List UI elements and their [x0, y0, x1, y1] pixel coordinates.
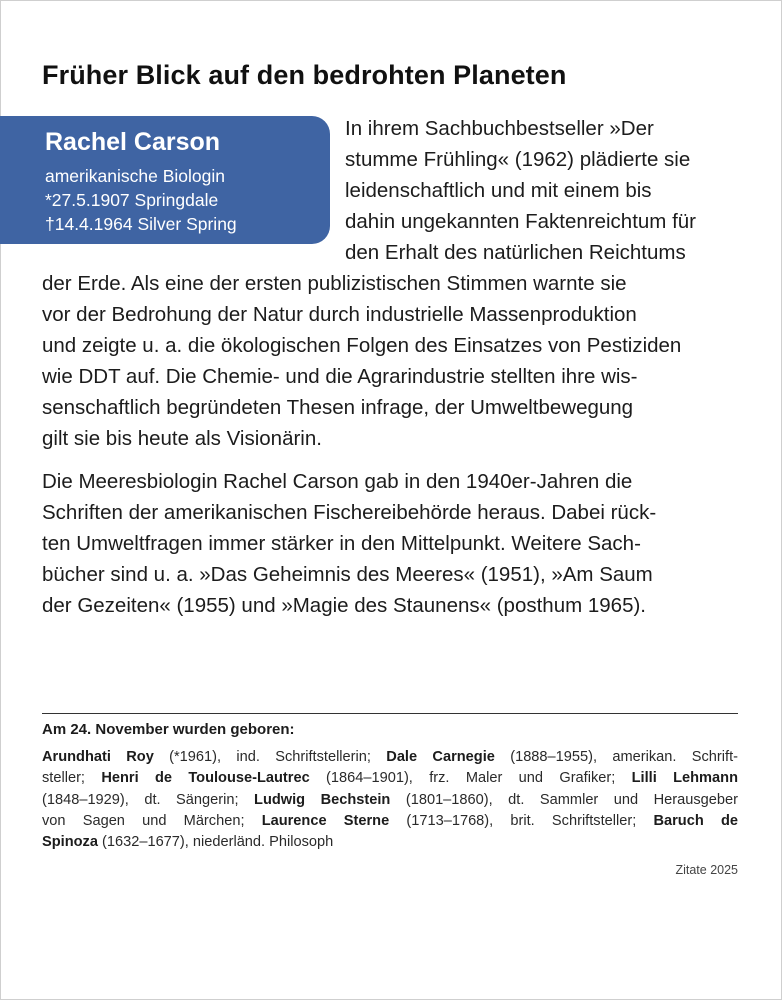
- profile-born: *27.5.1907 Springdale: [45, 190, 219, 210]
- person-name: Dale Carnegie: [386, 749, 495, 765]
- text-line: dahin ungekannten Faktenreichtum für: [345, 210, 697, 233]
- births-line-text: [42, 747, 738, 768]
- person-name: Spinoza: [42, 834, 98, 851]
- text-line: bücher sind u. a. »Das Geheimnis des Meeres« (1951), »Am Saum: [42, 563, 653, 586]
- article-paragraph-2: [42, 466, 656, 621]
- profile-died: †14.4.1964 Silver Spring: [45, 214, 237, 234]
- person-details: (1632–1677), niederländ. Philosoph: [97, 834, 334, 851]
- births-line: [42, 832, 738, 853]
- text-line: stumme Frühling« (1962) plädierte sie: [345, 148, 691, 171]
- page-title: Früher Blick auf den bedrohten Planeten: [42, 60, 567, 90]
- profile-name: Rachel Carson: [45, 128, 221, 156]
- person-name: Ludwig Bechstein: [254, 791, 391, 808]
- section-divider: [42, 713, 738, 714]
- births-line: [42, 768, 738, 789]
- births-line-text: [42, 832, 333, 853]
- person-details: (1888–1955), amerikan. Schrift-: [494, 749, 738, 765]
- person-details: (1801–1860), dt. Sammler und Herausgeber: [390, 791, 739, 808]
- text-line: In ihrem Sachbuchbestseller »Der: [345, 117, 654, 140]
- person-name: Henri de Toulouse-Lautrec: [101, 770, 310, 787]
- births-line: [42, 747, 738, 768]
- births-line-text: [42, 768, 738, 789]
- footer-credit: Zitate 2025: [675, 863, 738, 877]
- text-line: vor der Bedrohung der Natur durch industrielle Massenproduktion: [42, 303, 637, 326]
- text-line: ten Umweltfragen immer stärker in den Mittelpunkt. Weitere Sach-: [42, 532, 641, 555]
- text-line: gilt sie bis heute als Visionärin.: [42, 427, 322, 450]
- person-name: Arundhati Roy: [42, 749, 154, 765]
- person-details: (1713–1768), brit. Schriftsteller;: [389, 812, 654, 829]
- text-line: und zeigte u. a. die ökologischen Folgen des Einsatzes von Pestiziden: [42, 334, 682, 357]
- births-line-text: [42, 790, 738, 811]
- text-line: Schriften der amerikanischen Fischereibehörde heraus. Dabei rück-: [42, 501, 657, 524]
- profile-box: [0, 116, 330, 244]
- text-line: Die Meeresbiologin Rachel Carson gab in den 1940er-Jahren die: [42, 470, 633, 493]
- person-details: steller;: [42, 770, 102, 787]
- article-paragraph-1-top: [345, 113, 696, 268]
- person-details: (*1961), ind. Schriftstellerin;: [153, 749, 387, 765]
- text-line: der Gezeiten« (1955) und »Magie des Staunens« (posthum 1965).: [42, 594, 646, 617]
- person-details: von Sagen und Märchen;: [42, 812, 262, 829]
- births-heading: Am 24. November wurden geboren:: [42, 721, 295, 738]
- text-line: wie DDT auf. Die Chemie- und die Agrarindustrie stellten ihre wis-: [42, 365, 638, 388]
- person-name: Lilli Lehmann: [631, 770, 738, 787]
- births-list: [42, 747, 738, 853]
- births-line-text: [42, 811, 738, 832]
- text-line: der Erde. Als eine der ersten publizistischen Stimmen warnte sie: [42, 272, 627, 295]
- person-details: (1864–1901), frz. Maler und Grafiker;: [309, 770, 632, 787]
- text-line: senschaftlich begründeten Thesen infrage, der Umweltbewegung: [42, 396, 634, 419]
- article-paragraph-1-rest: [42, 268, 681, 454]
- profile-role: amerikanische Biologin: [45, 166, 225, 186]
- person-name: Baruch de: [653, 812, 738, 829]
- text-line: leidenschaftlich und mit einem bis: [345, 179, 652, 202]
- births-line: [42, 811, 738, 832]
- person-name: Laurence Sterne: [261, 812, 390, 829]
- person-details: (1848–1929), dt. Sängerin;: [42, 791, 255, 808]
- births-line: [42, 790, 738, 811]
- text-line: den Erhalt des natürlichen Reichtums: [345, 241, 686, 264]
